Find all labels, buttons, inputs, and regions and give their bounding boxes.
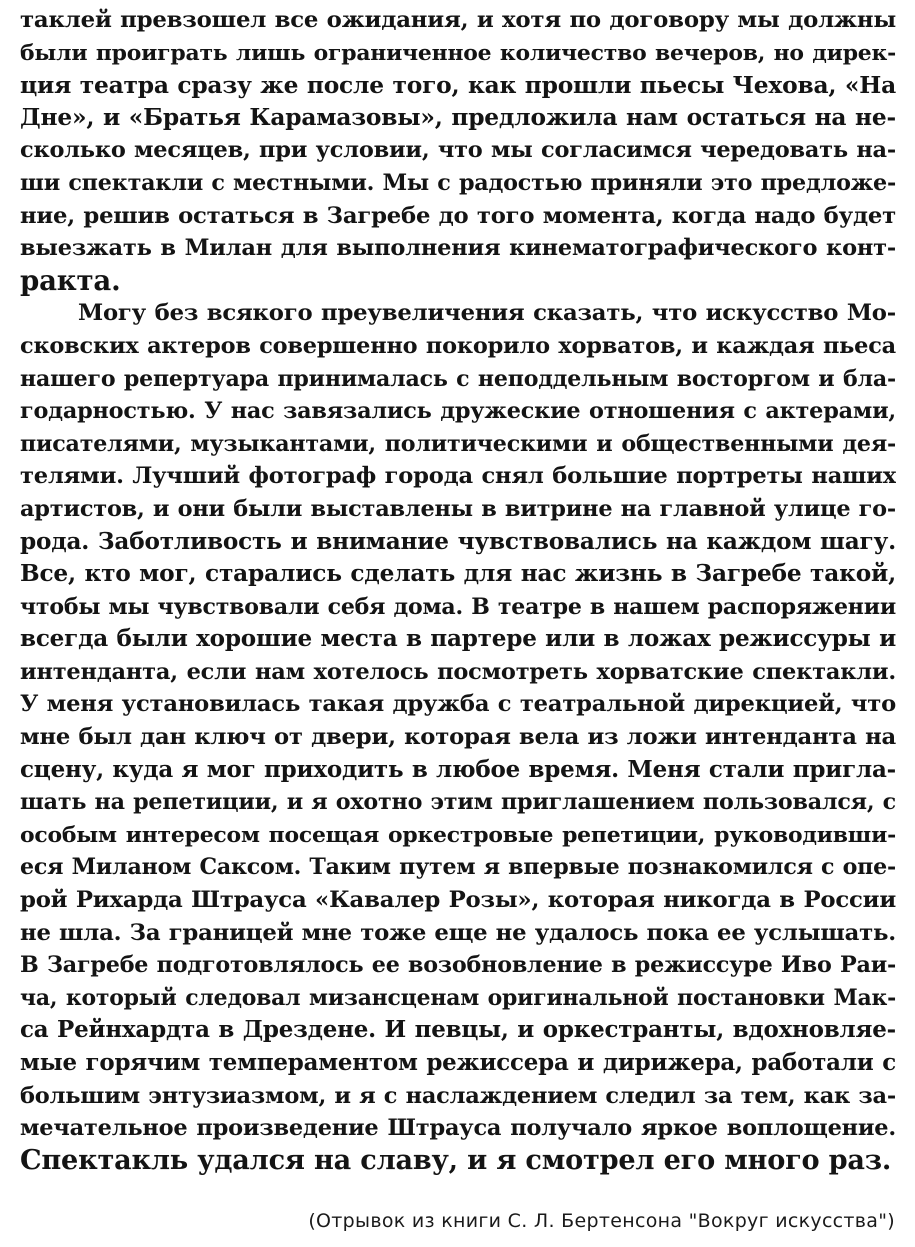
text-line: ние, решив остаться в Загребе до того момента, когда надо будет — [20, 202, 896, 229]
text-line: сколько месяцев, при условии, что мы согласимся чередовать на- — [20, 137, 896, 164]
text-line: мые горячим темпераментом режиссера и дирижера, работали с — [20, 1049, 896, 1076]
text-line: были проиграть лишь ограниченное количество вечеров, но дирек- — [20, 39, 896, 66]
text-line: Все, кто мог, старались сделать для нас жизнь в Загребе такой, — [20, 560, 896, 588]
text-line: ракта. — [20, 264, 121, 297]
paragraph-1 — [20, 4, 896, 297]
text-line: мне был дан ключ от двери, которая вела из ложи интенданта на — [20, 724, 896, 751]
text-line: не шла. За границей мне тоже еще не удалось пока ее услышать. — [20, 919, 896, 946]
text-line: рода. Заботливость и внимание чувствовались на каждом шагу. — [20, 527, 896, 555]
source-caption: (Отрывок из книги С. Л. Бертенсона "Вокруг искусства") — [308, 1210, 895, 1232]
text-line: выезжать в Милан для выполнения кинематографического конт- — [20, 235, 896, 262]
text-line: У меня установилась такая дружба с театральной дирекцией, что — [20, 691, 896, 718]
text-line: интенданта, если нам хотелось посмотреть хорватские спектакли. — [20, 658, 896, 685]
text-line: телями. Лучший фотограф города снял большие портреты наших — [20, 463, 896, 490]
text-line: годарностью. У нас завязались дружеские отношения с актерами, — [20, 398, 896, 425]
text-line: артистов, и они были выставлены в витрине на главной улице го- — [20, 495, 896, 522]
text-line: всегда были хорошие места в партере или в ложах режиссуры и — [20, 625, 896, 653]
text-line: сковских актеров совершенно покорило хорватов, и каждая пьеса — [20, 332, 896, 359]
text-line: еся Миланом Саксом. Таким путем я впервые познакомился с опе- — [20, 854, 896, 881]
text-line: В Загребе подготовлялось ее возобновление в режиссуре Иво Раи- — [20, 952, 896, 979]
text-line: нашего репертуара принималась с неподдельным восторгом и бла- — [20, 365, 896, 392]
text-line: Дне», и «Братья Карамазовы», предложила нам остаться на не- — [20, 103, 896, 131]
text-line: са Рейнхардта в Дрездене. И певцы, и оркестранты, вдохновляе- — [20, 1016, 896, 1044]
text-line: сцену, куда я мог приходить в любое время. Меня стали пригла- — [20, 755, 896, 783]
document-body — [20, 4, 896, 1177]
text-line: чтобы мы чувствовали себя дома. В театре в нашем распоряжении — [20, 593, 896, 620]
text-line: писателями, музыкантами, политическими и общественными дея- — [20, 430, 896, 457]
paragraph-2 — [20, 297, 896, 1177]
text-line: таклей превзошел все ожидания, и хотя по договору мы должны — [20, 7, 896, 33]
text-line: ция театра сразу же после того, как прошли пьесы Чехова, «На — [20, 71, 896, 100]
text-line: большим энтузиазмом, и я с наслаждением следил за тем, как за- — [20, 1082, 896, 1109]
text-line: особым интересом посещая оркестровые репетиции, руководивши- — [20, 821, 896, 848]
text-line: рой Рихарда Штрауса «Кавалер Розы», которая никогда в России — [20, 887, 896, 914]
text-line: ча, который следовал мизансценам оригинальной постановки Мак- — [20, 984, 896, 1011]
text-line: ши спектакли с местными. Мы с радостью приняли это предложе- — [20, 169, 896, 196]
text-line: Могу без всякого преувеличения сказать, что искусство Мо- — [78, 300, 896, 327]
text-line: Спектакль удался на славу, и я смотрел его много раз. — [20, 1144, 892, 1176]
text-line: шать на репетиции, и я охотно этим приглашением пользовался, с — [20, 789, 896, 816]
text-line: мечательное произведение Штрауса получало яркое воплощение. — [20, 1115, 896, 1142]
